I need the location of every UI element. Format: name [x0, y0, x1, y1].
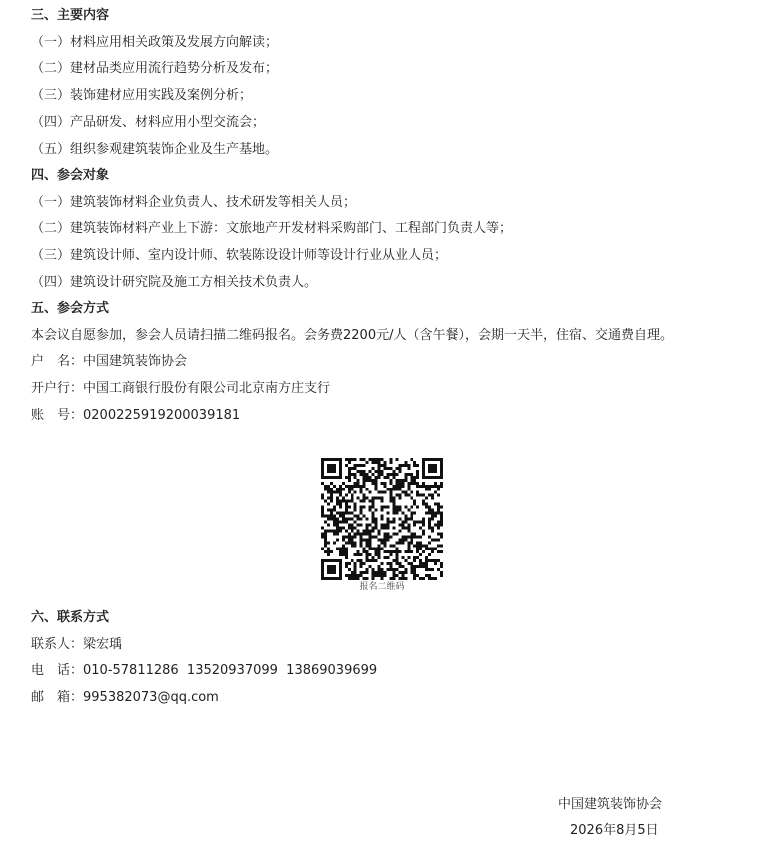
bank-name: 开户行：中国工商银行股份有限公司北京南方庄支行: [31, 381, 331, 396]
section-5-description: 本会议自愿参加，参会人员请扫描二维码报名。会务费2200元/人（含午餐），会期一天半，住宿、交通费自理。: [31, 328, 673, 343]
signature-organization: 中国建筑装饰协会: [558, 797, 663, 812]
qr-block: [321, 458, 443, 592]
account-name: 户 名：中国建筑装饰协会: [31, 354, 188, 369]
section-4-item-3: （三）建筑设计师、室内设计师、软装陈设设计师等设计行业从业人员；: [31, 248, 448, 263]
contact-person: 联系人：梁宏瑀: [31, 637, 123, 652]
contact-phone: 电 话：010-57811286 13520937099 13869039699: [31, 663, 378, 678]
account-number: 账 号：0200225919200039181: [31, 408, 241, 423]
registration-qr-code[interactable]: [321, 458, 443, 580]
section-6-title: 六、联系方式: [31, 610, 110, 625]
section-3-item-5: （五）组织参观建筑装饰企业及生产基地。: [31, 142, 279, 157]
section-4-item-4: （四）建筑设计研究院及施工方相关技术负责人。: [31, 275, 318, 290]
section-3-title: 三、主要内容: [31, 8, 110, 23]
section-3-item-1: （一）材料应用相关政策及发展方向解读；: [31, 35, 279, 50]
section-5-title: 五、参会方式: [31, 301, 110, 316]
contact-email: 邮 箱：995382073@qq.com: [31, 690, 219, 705]
section-3-item-3: （三）装饰建材应用实践及案例分析；: [31, 88, 253, 103]
signature-date: 2026年8月5日: [570, 823, 659, 838]
section-4-title: 四、参会对象: [31, 168, 110, 183]
section-3-item-2: （二）建材品类应用流行趋势分析及发布；: [31, 61, 279, 76]
section-4-item-2: （二）建筑装饰材料产业上下游：文旅地产开发材料采购部门、工程部门负责人等；: [31, 221, 513, 236]
section-4-item-1: （一）建筑装饰材料企业负责人、技术研发等相关人员；: [31, 195, 357, 210]
qr-caption: 报名二维码: [359, 582, 405, 592]
section-3-item-4: （四）产品研发、材料应用小型交流会；: [31, 115, 266, 130]
